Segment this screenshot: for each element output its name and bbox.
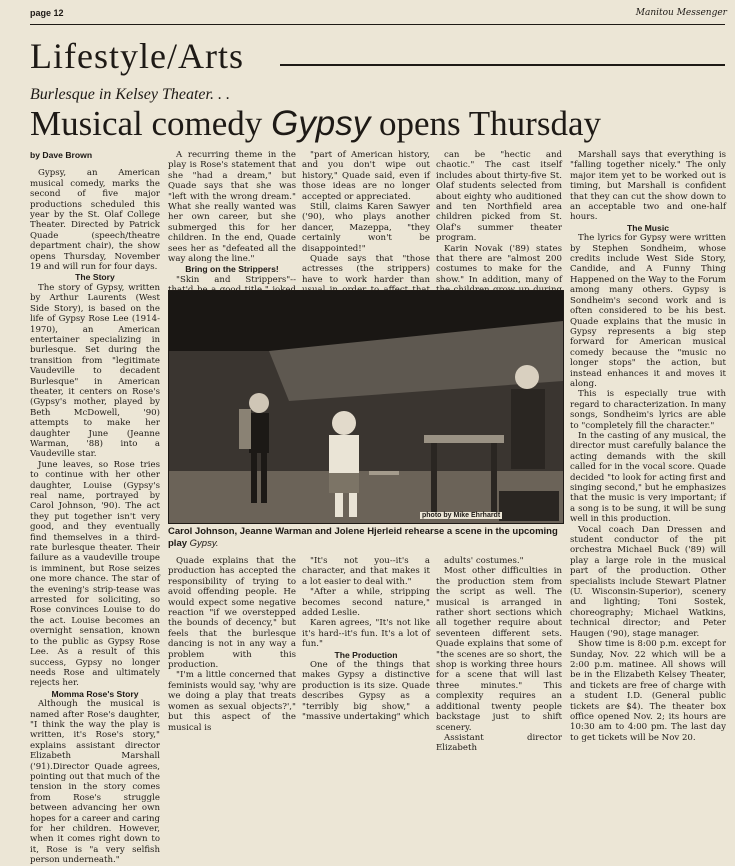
paragraph: Quade explains that the production has accepted the responsibility of trying to avoid offending people. He would expect some negative reaction "if we overstepped the bounds of decency," but feels that the burlesque dancing is not in any way a problem with this production.: [168, 556, 296, 671]
rehearsal-photo: [168, 290, 564, 524]
subhead-production: The Production: [334, 649, 398, 660]
paragraph: Karin Novak ('89) states that there are "almost 200 costumes to make for the show." In addition, many of: [436, 243, 562, 285]
section-rule: [280, 64, 725, 66]
subhead-story: The Story: [75, 272, 115, 283]
paragraph: adults' costumes.": [444, 556, 524, 566]
paragraph: June leaves, so Rose tries to continue with her other daughter, Louise (Gypsy's real name, portrayed by Carol Johnson, '90). The act they put together isn't very good, and they eventually find themselves in a third-rate burlesque theater. Their failure as a vaudeville troupe is imminent, but Rose seizes one more chance. The star of the evening's strip-tease was arrested for soliciting, so Rose convinces Louise to do the act. Louise becomes an overnight sensation, known to the public as Gypsy Rose Lee. As a result of this success, Gypsy no longer needs Rose and ultimately rejects her.: [30, 459, 160, 689]
article-column-5: [570, 150, 726, 743]
page-number: page 12: [30, 8, 64, 18]
subhead-music: The Music: [626, 222, 670, 233]
paragraph: In the casting of any musical, the director must carefully balance the acting demands with the skill called for in the vocal score. Quade decided "to look for acting first and singing second," but he emphasizes that the music is very important; if a song is to be sung, it will be sung well in this production.: [570, 430, 726, 525]
paragraph: "part of American history, and you don't wipe out history," Quade said, even if those ideas are no longer accepted or appreciated.: [302, 150, 430, 202]
paragraph: Assistant director Elizabeth: [436, 732, 562, 754]
top-rule: [30, 24, 725, 25]
article-column-3-bottom: [302, 556, 430, 731]
paragraph: Still, claims Karen Sawyer ('90), who plays another dancer, Mazeppa, "they certainly won't be disappointed!": [302, 202, 430, 254]
photo-credit: photo by Mike Ehrhardt: [422, 512, 501, 519]
headline-post: opens Thursday: [379, 104, 601, 143]
paragraph: One of the things that makes Gypsy a distinctive production is its size. Quade describes Gypsy as a "terribly big show," a "massive undertaking" which: [302, 660, 430, 723]
article-headline: [30, 104, 601, 144]
caption-play: Gypsy.: [189, 538, 219, 549]
headline-pre: Musical comedy: [30, 104, 263, 143]
article-column-2-bottom: [168, 556, 296, 731]
article-column-3-top: [302, 150, 430, 288]
paragraph: "After a while, stripping becomes second nature," added Leslie.: [302, 587, 430, 619]
paragraph: Show time is 8:00 p.m. except for Sunday, Nov. 22 which will be a 2:00 p.m. matinee. All shows will be in the Elizabeth Kelsey Theater, and tickets are free of charge with a student I.D. (General public tickets are $4). The theater box office opened Nov. 2; its hours are 10:30 am to 4:00 pm. The last day to get tickets will be Nov 20.: [570, 639, 726, 743]
paragraph: Karen agrees, "It's not like it's hard--it's fun. It's a lot of fun.": [302, 618, 430, 650]
caption-text: Carol Johnson, Jeanne Warman and Jolene Hjerleid rehearse a scene in the upcoming play: [168, 526, 558, 549]
paragraph: Most other difficulties in the production stem from the script as well. The musical is arranged in rather short sections which all together require about seventeen different sets. Quade explains that some of "the scenes are so short, the shop is working three hours for a scene that will last three minutes." This complexity requires an additional twenty people backstage just to shift scenery.: [436, 566, 562, 733]
paragraph: "I'm a little concerned that feminists would say, 'why are we doing a play that treats women as sexual objects?'," but this aspect of the musical is: [168, 670, 296, 733]
article-kicker: Burlesque in Kelsey Theater. . .: [30, 86, 230, 103]
paragraph: "It's not you--it's a character, and that makes it a lot easier to deal with.": [302, 556, 430, 587]
section-title: Lifestyle/Arts: [30, 36, 244, 76]
subhead-momma-rose: Momma Rose's Story: [51, 688, 139, 699]
paragraph: The lyrics for Gypsy were written by Stephen Sondheim, whose credits include West Side Story, Candide, and A Funny Thing Happened on the Way to the Forum among many others. Gypsy is Sondheim's second work and is often considered to be his best. Quade explains that the music in Gypsy represents a big step forward for American musical comedy because the "music no longer stops" the action, but instead enhances it and moves it along.: [570, 233, 726, 389]
byline: by Dave Brown: [30, 150, 93, 160]
rehearsal-photo-image: [169, 291, 563, 523]
paragraph: The story of Gypsy, written by Arthur Laurents (West Side Story), is based on the life of Gypsy Rose Lee (1914-1970), an American entertainer specializing in burlesque. Set during the transition from "legitimate Vaudeville to decadent Burlesque" in American theater, it centers on Rose's (Gypsy's mother, played by Beth McDowell, '90) attempts to make her daughter June (Jeanne Warman, '88) into a Vaudeville star.: [30, 282, 160, 460]
masthead: Manitou Messenger: [635, 8, 727, 18]
article-column-4-bottom: [436, 556, 562, 754]
photo-caption: [168, 526, 562, 550]
paragraph: Although the musical is named after Rose's daughter, "I think the way the play is written, it's Rose's story," explains assistant director Elizabeth Marshall ('91).Director Quade agrees, pointing out that much of the tension in the story comes from Rose's struggle between advancing her own hopes for a career and caring for her children. However, when it comes right down to it, Rose is "a very selfish person underneath.": [30, 699, 160, 866]
paragraph: "Skin and Strippers"--: [176, 274, 296, 285]
paragraph: Vocal coach Dan Dressen and student conductor of the pit orchestra Michael Buck ('89) will play a large role in the musical part of the production. Other specialists include Stewart Platner (U. Wisconsin-Superior), scenery and lighting; Toni Sostek, choreography; Michael Watkins, technical director; and Peter Haugen ('90), stage manager.: [570, 524, 726, 639]
article-column-2-top: [168, 150, 296, 288]
headline-play: Gypsy: [271, 104, 371, 143]
article-column-1: [30, 150, 160, 866]
paragraph: can be "hectic and chaotic." The cast itself includes about thirty-five St. Olaf students selected from about eighty who auditioned and ten Northfield area children picked from St. Olaf's summer theater program.: [436, 150, 562, 244]
paragraph: Gypsy, an American musical comedy, marks the second of five major productions scheduled this year by the St. Olaf College Theater. Directed by Patrick Quade (speech/theatre department chair), the show opens Thursday, November 19 and will run for four days.: [30, 168, 160, 273]
paragraph: Marshall says that everything is "falling together nicely." The only major item yet to be worked out is timing, but Marshall is confident that they can cut the show down to an acceptable two and one-half hours.: [570, 150, 726, 223]
article-column-4-top: [436, 150, 562, 288]
paragraph: This is especially true with regard to characterization. In many songs, Sondheim's lyrics are able to "completely fill the character.": [570, 389, 726, 431]
subhead-strippers: Bring on the Strippers!: [185, 264, 279, 275]
paragraph: A recurring theme in the play is Rose's statement that she "had a dream," but Quade says that she was "left with the wrong dream." What she really wanted was her own career, but she submerged this for her children. In the end, Quade sees her as "defeated all the way along the line.": [168, 150, 296, 265]
paragraph: Quade says that "those actresses (the strippers) have to work harder than: [302, 254, 430, 285]
